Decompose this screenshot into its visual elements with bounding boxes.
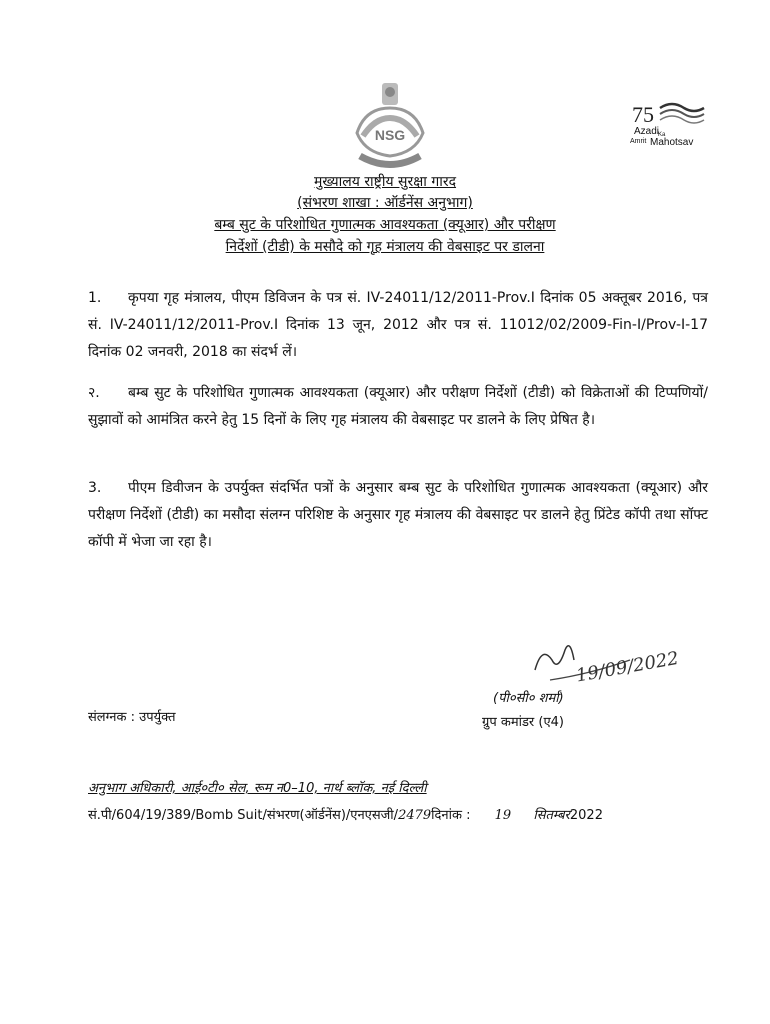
paragraph-3 xyxy=(88,475,708,556)
section-heading: (संभरण शाखा : ऑर्डनेंस अनुभाग) xyxy=(297,195,473,211)
paragraph-number: 3. xyxy=(88,480,102,496)
handwritten-number: 2479 xyxy=(398,808,432,823)
subject-line-2: निर्देशों (टीडी) के मसौदे को गृह मंत्रालय की वेबसाइट पर डालना xyxy=(225,239,545,255)
mahotsav-text: Mahotsav xyxy=(650,137,694,148)
paragraph-2 xyxy=(88,380,708,434)
paragraph-number: २. xyxy=(88,385,100,401)
paragraph-text: बम्ब सुट के परिशोधित गुणात्मक आवश्यकता (क्यूआर) और परीक्षण निर्देशों (टीडी) को विक्रेताओं की टिप्पणियों/सुझावों को आमंत्रित करने हेतु 15 दिनों के लिए गृह मंत्रालय की वेबसाइट पर डालने के लिए प्रेषित है। xyxy=(88,385,708,428)
ka-text: Ka xyxy=(658,132,666,138)
reference-line xyxy=(88,805,603,823)
svg-text:75: 75 xyxy=(632,102,654,127)
signatory-name: (पी०सी० शर्मा) xyxy=(493,691,564,706)
recipient-address: अनुभाग अधिकारी, आई०टी० सेल, रूम न0–10, नार्थ ब्लॉक, नई दिल्ली xyxy=(88,781,427,796)
paragraph-number: 1. xyxy=(88,290,102,306)
svg-text:NSG: NSG xyxy=(374,127,406,143)
handwritten-signature xyxy=(530,630,680,685)
date-day: 19 xyxy=(494,808,512,823)
paragraph-text: पीएम डिवीजन के उपर्युक्त संदर्भित पत्रों के अनुसार बम्ब सुट के परिशोधित गुणात्मक आवश्यकता (क्यूआर) और परीक्षण निर्देशों (टीडी) का मसौदा संलग्न परिशिष्ट के अनुसार गृह मंत्रालय की वेबसाइट पर डालने हेतु प्रिंटेड कॉपी तथा सॉफ्ट कॉपी में भेजा जा रहा है। xyxy=(88,480,708,550)
org-heading: मुख्यालय राष्ट्रीय सुरक्षा गारद xyxy=(313,174,457,190)
date-label: दिनांक : xyxy=(431,808,471,823)
reference-number: सं.पी/604/19/389/Bomb Suit/संभरण(ऑर्डनेंस)/एनएसजी/ xyxy=(88,808,399,823)
date-year: 2022 xyxy=(569,808,603,823)
nsg-emblem-icon xyxy=(345,78,435,178)
subject-line-1: बम्ब सुट के परिशोधित गुणात्मक आवश्यकता (क्यूआर) और परीक्षण xyxy=(214,217,556,233)
enclosure-note: संलग्नक : उपर्युक्त xyxy=(88,710,176,725)
paragraph-text: कृपया गृह मंत्रालय, पीएम डिविजन के पत्र सं. IV-24011/12/2011-Prov.I दिनांक 05 अक्तूबर 2016, पत्र सं. IV-24011/12/2011-Prov.I दिनांक 13 जून, 2012 और पत्र सं. 11012/02/2009-Fin-I/Prov-I-17 दिनांक 02 जनवरी, 2018 का संदर्भ लें। xyxy=(88,290,708,360)
amrit-text: Amrit xyxy=(630,138,647,145)
azadi-ka-amrit-mahotsav-logo xyxy=(620,98,710,160)
azadi-text: Azadi xyxy=(634,126,660,137)
date-month: सितम्बर xyxy=(533,808,570,823)
paragraph-1 xyxy=(88,285,708,366)
signatory-designation: ग्रुप कमांडर (ए4) xyxy=(482,715,564,730)
svg-text:19/09/2022: 19/09/2022 xyxy=(574,647,680,685)
